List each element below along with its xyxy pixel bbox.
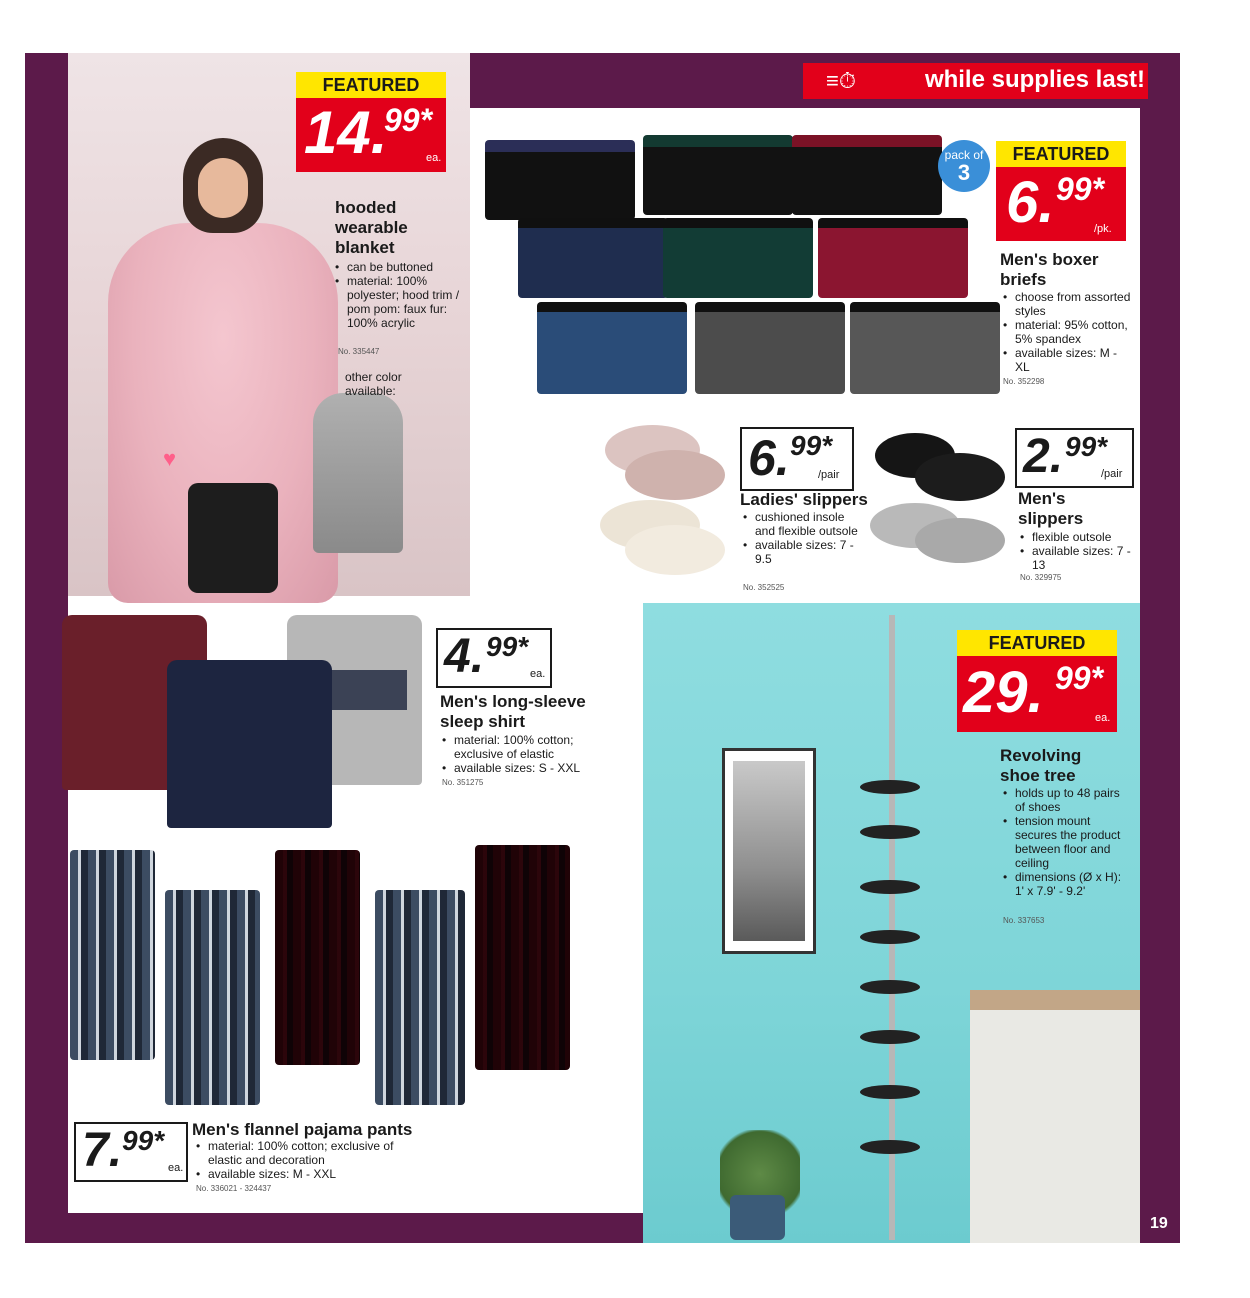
pant-blue-plaid [70, 850, 155, 1060]
shoe-tier [860, 880, 920, 894]
price-cents: 99* [1056, 171, 1105, 207]
slipper-black [915, 453, 1005, 501]
title-line: sleep shirt [440, 712, 526, 731]
item-number: No. 352525 [743, 583, 785, 592]
bullet: • available sizes: S - XXL [442, 761, 617, 775]
pant-blue-plaid [375, 890, 465, 1105]
price-main: 4. [444, 630, 485, 683]
title-line: slippers [1018, 509, 1084, 528]
pack-label: pack of [944, 148, 984, 162]
sleep-shirt-price-box [436, 628, 552, 688]
ladies-slippers-title: Ladies' slippers [740, 490, 868, 509]
price-unit: ea. [168, 1162, 184, 1174]
bullet: • available sizes: M - XL [1003, 346, 1131, 374]
item-number: No. 336021 - 324437 [196, 1184, 272, 1193]
bullet: • available sizes: 7 - 9.5 [743, 538, 863, 566]
item-number: No. 351275 [442, 778, 484, 787]
shoe-tier [860, 1140, 920, 1154]
mens-slippers-image [870, 428, 1010, 568]
price-main: 6. [748, 430, 790, 486]
plant-pot [730, 1195, 785, 1240]
bullet: • available sizes: M - XXL [196, 1167, 411, 1181]
shoe-tree-title [1000, 746, 1120, 788]
ladies-slippers-image [595, 420, 735, 580]
pant-red-plaid [275, 850, 360, 1065]
shoe-tier [860, 930, 920, 944]
price-cents: 99* [1065, 431, 1108, 462]
item-number: No. 337653 [1003, 916, 1045, 925]
slipper-pink [625, 450, 725, 500]
boxer-gray [695, 302, 845, 394]
bullet: • holds up to 48 pairs of shoes [1003, 786, 1131, 814]
boxers-title [1000, 250, 1130, 292]
pack-count: 3 [957, 160, 971, 185]
price-cents: 99* [790, 430, 833, 461]
supplies-banner-text: while supplies last! [924, 66, 1145, 93]
bullet: • dimensions (Ø x H): 1' x 7.9' - 9.2' [1003, 870, 1131, 898]
bullet: • available sizes: 7 - 13 [1020, 544, 1138, 572]
price-unit: ea. [530, 668, 546, 680]
blanket-title [335, 198, 465, 264]
featured-label: FEATURED [996, 141, 1126, 167]
price-unit: /pair [1101, 468, 1123, 480]
bullet: • tension mount secures the product between floor and ceiling [1003, 814, 1131, 870]
bullet: • choose from assorted styles [1003, 290, 1131, 318]
pack-badge [938, 140, 990, 192]
title-line: blanket [335, 238, 395, 257]
pant-blue-plaid [165, 890, 260, 1105]
title-line: Men's boxer [1000, 250, 1099, 269]
title-line: wearable [335, 218, 408, 237]
bullet: • material: 100% cotton; exclusive of elastic [442, 733, 617, 761]
boxer-briefs-image [480, 135, 990, 400]
bullet: • material: 100% polyester; hood trim / pom pom: faux fur: 100% acrylic [335, 274, 465, 330]
price-cents: 99* [486, 631, 529, 662]
pajama-pants-title: Men's flannel pajama pants [192, 1120, 413, 1139]
model-face [198, 158, 248, 218]
price-unit: /pair [818, 469, 840, 481]
pajama-pants-image [70, 845, 570, 1110]
bullet: • can be buttoned [335, 260, 465, 274]
title-line: Men's [1018, 489, 1066, 508]
frame-right-band [1140, 53, 1180, 1243]
model-leggings [188, 483, 278, 593]
boxers-bullets [1003, 290, 1131, 374]
boxers-price-box [996, 141, 1126, 241]
boxer-black [485, 140, 635, 220]
price-main: 14. [304, 99, 388, 166]
shoe-tier [860, 1085, 920, 1099]
bullet: • material: 95% cotton, 5% spandex [1003, 318, 1131, 346]
price-main: 7. [82, 1124, 123, 1177]
boxer-black [643, 135, 793, 215]
pajama-pants-price-box [74, 1122, 188, 1182]
price-main: 2. [1023, 430, 1064, 483]
heart-icon: ♥ [163, 446, 177, 471]
sleep-shirts-image [62, 615, 427, 830]
mens-slippers-price-box [1015, 428, 1134, 488]
shoe-tier [860, 980, 920, 994]
gray-blanket-thumbnail [313, 393, 403, 553]
mens-slippers-bullets [1020, 530, 1138, 572]
price-main: 29. [963, 660, 1044, 725]
wall-picture [722, 748, 816, 954]
bullet: • cushioned insole and flexible outsole [743, 510, 863, 538]
price-unit: ea. [426, 152, 442, 164]
boxer-navy [518, 218, 668, 298]
price-cents: 99* [384, 102, 433, 138]
ladies-slippers-bullets [743, 510, 863, 566]
shoe-tier [860, 780, 920, 794]
shoe-tree-bullets [1003, 786, 1131, 898]
boxer-gray [850, 302, 1000, 394]
boxer-black [792, 135, 942, 215]
shoe-tier [860, 825, 920, 839]
featured-label: FEATURED [957, 630, 1117, 656]
blanket-price-box [296, 72, 446, 172]
boxer-blue [537, 302, 687, 394]
boxer-green [663, 218, 813, 298]
item-number: No. 352298 [1003, 377, 1045, 386]
title-line: briefs [1000, 270, 1047, 289]
shoe-tier [860, 1030, 920, 1044]
boxer-red [818, 218, 968, 298]
sleep-shirt-title [440, 692, 625, 734]
mens-slippers-title [1018, 489, 1128, 531]
stopwatch-icon: ≡⏱ [826, 68, 856, 93]
price-main: 6. [1006, 170, 1055, 235]
kitchen-cabinet [970, 1010, 1140, 1243]
pant-red-plaid [475, 845, 570, 1070]
slipper-gray [915, 518, 1005, 563]
sleep-shirt-bullets [442, 733, 617, 775]
bullet: • material: 100% cotton; exclusive of elastic and decoration [196, 1139, 411, 1167]
ladies-slippers-price-box [740, 427, 854, 491]
price-unit: /pk. [1094, 223, 1112, 235]
shoe-tree-price-box [957, 630, 1117, 732]
title-line: shoe tree [1000, 766, 1076, 785]
other-color-note: other color available: [345, 370, 402, 398]
price-unit: ea. [1095, 712, 1111, 724]
shirt-navy [167, 660, 332, 828]
bullet: • flexible outsole [1020, 530, 1138, 544]
page-number: 19 [1150, 1215, 1168, 1232]
wall-picture-art [733, 761, 805, 941]
price-cents: 99* [122, 1125, 165, 1156]
price-cents: 99* [1055, 660, 1104, 696]
blanket-bullets [335, 260, 465, 330]
title-line: Men's long-sleeve [440, 692, 586, 711]
pajama-pants-bullets [196, 1139, 411, 1181]
item-number: No. 335447 [338, 347, 380, 356]
title-line: Revolving [1000, 746, 1082, 765]
item-number: No. 329975 [1020, 573, 1062, 582]
title-line: hooded [335, 198, 397, 217]
slipper-cream [625, 525, 725, 575]
featured-label: FEATURED [296, 72, 446, 98]
